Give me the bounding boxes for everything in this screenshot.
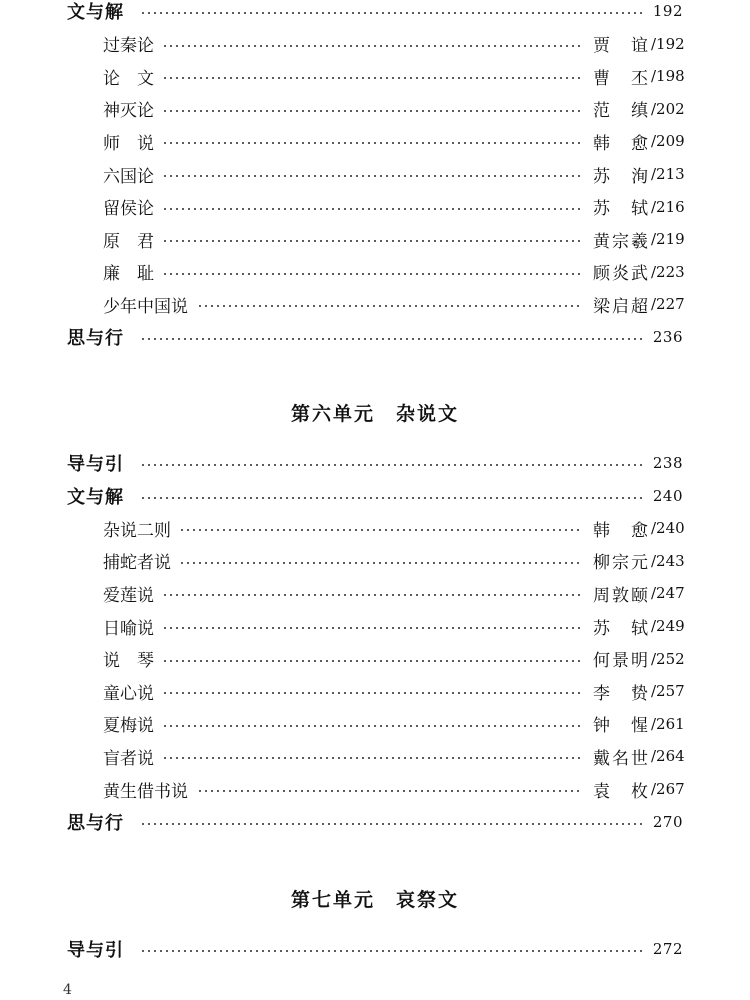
- toc-heading-label: 文与解: [67, 2, 124, 23]
- toc-entry-title: 原 君: [103, 231, 154, 252]
- dot-leader: [197, 305, 583, 307]
- toc-entry-row[interactable]: [0, 514, 750, 542]
- toc-heading-label: 导与引: [67, 454, 124, 475]
- toc-entry-title: 少年中国说: [103, 296, 188, 317]
- unit-title: 第六单元 杂说文: [290, 403, 459, 425]
- page-number: 4: [63, 982, 72, 998]
- dot-leader: [140, 497, 645, 499]
- toc-entry-title: 廉 耻: [103, 264, 154, 285]
- toc-page-number: /216: [651, 197, 685, 216]
- toc-entry-title: 留侯论: [103, 199, 154, 220]
- toc-entry-row[interactable]: [0, 579, 750, 607]
- dot-leader: [162, 142, 583, 144]
- dot-leader: [162, 45, 583, 47]
- toc-entry-author: 梁启超: [593, 296, 650, 317]
- toc-page-number: /247: [651, 584, 685, 603]
- toc-entry-row[interactable]: [0, 677, 750, 705]
- toc-entry-title: 说 琴: [103, 651, 154, 672]
- dot-leader: [162, 692, 583, 694]
- toc-entry-author: 苏 洵: [593, 166, 650, 187]
- toc-entry-author: 韩 愈: [593, 520, 650, 541]
- toc-entry-author: 柳宗元: [593, 553, 650, 574]
- toc-entry-title: 杂说二则: [103, 520, 171, 541]
- toc-heading-row[interactable]: [0, 323, 750, 351]
- toc-page-number: 270: [652, 812, 683, 831]
- toc-entry-author: 范 缜: [593, 101, 650, 122]
- dot-leader: [162, 273, 583, 275]
- toc-page-number: 236: [652, 328, 683, 346]
- dot-leader: [140, 823, 645, 825]
- toc-entry-author: 贾 谊: [593, 36, 650, 57]
- dot-leader: [197, 790, 583, 792]
- dot-leader: [162, 757, 583, 759]
- dot-leader: [140, 12, 645, 14]
- dot-leader: [162, 627, 583, 629]
- toc-entry-title: 六国论: [103, 166, 154, 187]
- toc-page-number: /202: [651, 99, 685, 118]
- toc-entry-author: 曹 丕: [593, 68, 650, 89]
- dot-leader: [162, 240, 583, 242]
- toc-entry-title: 爱莲说: [103, 585, 154, 606]
- toc-entry-author: 黄宗羲: [593, 231, 650, 252]
- dot-leader: [162, 77, 583, 79]
- toc-page-number: /261: [651, 714, 685, 733]
- dot-leader: [179, 562, 582, 564]
- toc-page-number: /213: [651, 165, 685, 183]
- toc-entry-author: 韩 愈: [593, 133, 650, 154]
- toc-entry-title: 日喻说: [103, 618, 154, 639]
- dot-leader: [162, 594, 583, 596]
- toc-page-number: /252: [651, 649, 685, 668]
- dot-leader: [162, 725, 583, 727]
- toc-page-number: 238: [652, 454, 683, 472]
- dot-leader: [140, 464, 645, 466]
- toc-page-number: /209: [651, 132, 685, 151]
- toc-page-number: /243: [651, 551, 685, 570]
- toc-heading-label: 思与行: [67, 328, 124, 349]
- toc-entry-row[interactable]: [0, 612, 750, 640]
- toc-entry-row[interactable]: [0, 547, 750, 575]
- toc-entry-title: 师 说: [103, 133, 154, 154]
- toc-entry-author: 周敦颐: [593, 585, 650, 606]
- toc-heading-label: 导与引: [67, 940, 124, 961]
- toc-page-number: /240: [651, 519, 685, 538]
- toc-entry-row[interactable]: [0, 160, 750, 188]
- toc-entry-title: 黄生借书说: [103, 781, 188, 802]
- unit-title: 第七单元 哀祭文: [290, 889, 459, 911]
- toc-page-number: /223: [651, 262, 685, 281]
- toc-page-number: /198: [651, 67, 685, 86]
- toc-entry-row[interactable]: [0, 775, 750, 803]
- dot-leader: [162, 110, 583, 112]
- toc-heading-label: 文与解: [67, 486, 124, 508]
- toc-entry-author: 钟 惺: [593, 716, 650, 737]
- dot-leader: [162, 660, 583, 662]
- toc-entry-row[interactable]: [0, 30, 750, 58]
- toc-page-number: /227: [651, 295, 685, 314]
- toc-entry-row[interactable]: [0, 62, 750, 90]
- toc-page-number: /257: [651, 682, 685, 701]
- toc-entry-row[interactable]: [0, 710, 750, 738]
- toc-heading-row[interactable]: [0, 482, 750, 510]
- toc-page-number: 240: [652, 486, 683, 505]
- toc-entry-row[interactable]: [0, 290, 750, 318]
- toc-entry-author: 袁 枚: [593, 781, 650, 802]
- toc-heading-row[interactable]: [0, 0, 750, 25]
- dot-leader: [162, 208, 583, 210]
- toc-entry-author: 苏 轼: [593, 618, 650, 639]
- toc-entry-row[interactable]: [0, 225, 750, 253]
- dot-leader: [140, 338, 645, 340]
- toc-heading-row[interactable]: [0, 449, 750, 477]
- toc-entry-title: 夏梅说: [103, 716, 154, 737]
- toc-entry-title: 捕蛇者说: [103, 553, 171, 574]
- toc-entry-row[interactable]: [0, 127, 750, 155]
- toc-entry-row[interactable]: [0, 742, 750, 770]
- toc-page-number: /267: [651, 780, 685, 798]
- toc-page-number: /219: [651, 230, 685, 249]
- toc-entry-row[interactable]: [0, 258, 750, 286]
- toc-entry-row[interactable]: [0, 193, 750, 221]
- toc-page-number: 192: [652, 2, 683, 20]
- toc-entry-title: 过秦论: [103, 36, 154, 57]
- toc-page-number: 272: [652, 940, 683, 958]
- toc-entry-title: 童心说: [103, 683, 154, 704]
- toc-entry-author: 苏 轼: [593, 199, 650, 220]
- toc-heading-label: 思与行: [67, 812, 124, 834]
- toc-page-number: /192: [651, 34, 685, 53]
- toc-entry-author: 顾炎武: [593, 264, 650, 285]
- toc-entry-title: 盲者说: [103, 748, 154, 769]
- toc-page-number: /249: [651, 617, 685, 635]
- toc-heading-row[interactable]: [0, 808, 750, 836]
- toc-entry-title: 神灭论: [103, 101, 154, 122]
- toc-page-number: /264: [651, 747, 685, 766]
- toc-entry-author: 李 贽: [593, 683, 650, 704]
- toc-heading-row[interactable]: [0, 935, 750, 963]
- toc-entry-title: 论 文: [103, 68, 154, 89]
- toc-entry-author: 戴名世: [593, 748, 650, 769]
- toc-entry-row[interactable]: [0, 645, 750, 673]
- toc-entry-author: 何景明: [593, 651, 650, 672]
- dot-leader: [179, 529, 582, 531]
- dot-leader: [140, 950, 645, 952]
- dot-leader: [162, 175, 583, 177]
- toc-entry-row[interactable]: [0, 95, 750, 123]
